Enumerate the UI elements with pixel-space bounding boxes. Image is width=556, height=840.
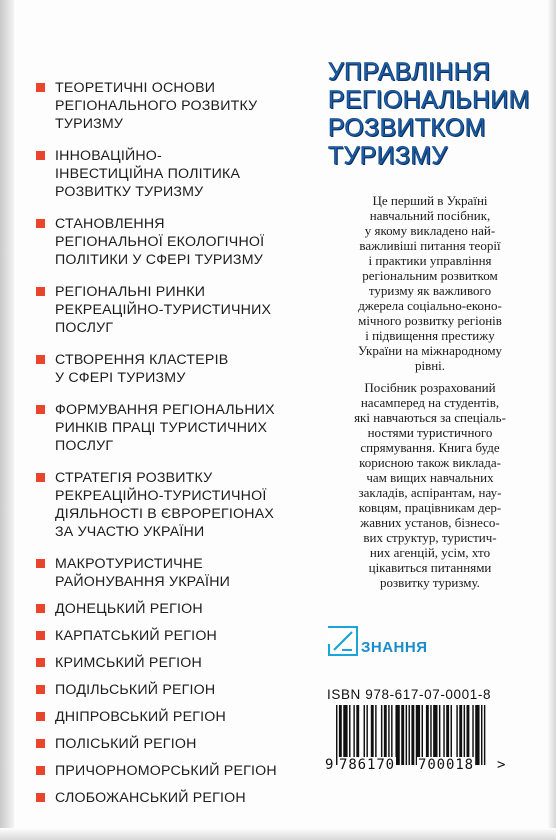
barcode-bar bbox=[426, 705, 429, 765]
barcode-digits-right: 700018 bbox=[418, 757, 474, 773]
barcode-bar bbox=[451, 705, 452, 765]
barcode-bar bbox=[371, 705, 374, 765]
square-bullet-icon bbox=[36, 151, 45, 160]
square-bullet-icon bbox=[36, 559, 45, 568]
topic-label: СЛОБОЖАНСЬКИЙ РЕГІОН bbox=[55, 790, 246, 806]
barcode-bar bbox=[484, 705, 485, 765]
square-bullet-icon bbox=[36, 287, 45, 296]
topic-item bbox=[36, 762, 298, 780]
topic-item bbox=[36, 681, 298, 699]
square-bullet-icon bbox=[36, 473, 45, 482]
topic-label: КАРПАТСЬКИЙ РЕГІОН bbox=[55, 628, 217, 644]
square-bullet-icon bbox=[36, 355, 45, 364]
topic-item bbox=[36, 654, 298, 672]
book-title: УПРАВЛІННЯ РЕГІОНАЛЬНИМ РОЗВИТКОМ ТУРИЗМУ bbox=[328, 58, 530, 170]
barcode-bar bbox=[339, 705, 342, 765]
topic-label: ПОДІЛЬСЬКИЙ РЕГІОН bbox=[55, 682, 216, 698]
barcode bbox=[324, 705, 544, 777]
barcode-bar bbox=[467, 705, 470, 765]
barcode-bar bbox=[349, 705, 350, 765]
barcode-arrow: > bbox=[497, 757, 507, 773]
topic-label: ДНІПРОВСЬКИЙ РЕГІОН bbox=[55, 709, 226, 725]
topic-item bbox=[36, 215, 298, 269]
barcode-bar bbox=[401, 705, 404, 765]
topic-item bbox=[36, 627, 298, 645]
topic-label: РЕГІОНАЛЬНІ РИНКИ РЕКРЕАЦІЙНО-ТУРИСТИЧНИХ ПОСЛУГ bbox=[55, 284, 272, 336]
square-bullet-icon bbox=[36, 793, 45, 802]
topic-label: ДОНЕЦЬКИЙ РЕГІОН bbox=[55, 601, 203, 617]
barcode-bar bbox=[433, 705, 437, 765]
description-paragraph-2: Посібник розрахований насамперед на студентів, які навчаються за спеціаль- ностями туристичного спрямування. Книга буде корисною також виклада- чам вищих навчальних закладів, аспірантам, нау- ковцям, працівникам дер- жавних установ, бізнесо- вих структур, туристич- них агенцій, усім, хто цікавиться питаннями розвитку туризму. bbox=[354, 380, 506, 590]
barcode-bar bbox=[343, 705, 347, 765]
square-bullet-icon bbox=[36, 739, 45, 748]
topic-label: ТЕОРЕТИЧНІ ОСНОВИ РЕГІОНАЛЬНОГО РОЗВИТКУ ТУРИЗМУ bbox=[55, 80, 258, 132]
topic-label: КРИМСЬКИЙ РЕГІОН bbox=[55, 655, 202, 671]
topic-label: ПОЛІСЬКИЙ РЕГІОН bbox=[55, 736, 197, 752]
barcode-bar bbox=[366, 705, 367, 765]
cover-edge-right bbox=[548, 0, 556, 840]
topic-item bbox=[36, 401, 298, 455]
barcode-digits-left: 786170 bbox=[339, 757, 395, 773]
topic-item bbox=[36, 469, 298, 541]
description-paragraph-1: Це перший в Україні навчальний посібник, у якому викладено най- важливіші питання теорії і практики управління регіональним розвитком туризму як важливого джерела соціально-еконо- мічного розвитку регіонів і підвищення престижу України на міжнародному рівні. bbox=[357, 193, 503, 373]
barcode-bar bbox=[430, 705, 431, 765]
square-bullet-icon bbox=[36, 219, 45, 228]
topic-label: ПРИЧОРНОМОРСЬКИЙ РЕГІОН bbox=[55, 763, 277, 779]
barcode-bar bbox=[406, 705, 407, 765]
publisher-mark-icon bbox=[328, 626, 358, 656]
barcode-bar bbox=[375, 705, 376, 765]
barcode-bar bbox=[456, 705, 457, 765]
topic-item bbox=[36, 351, 298, 387]
topic-item bbox=[36, 147, 298, 201]
topic-item bbox=[36, 735, 298, 753]
square-bullet-icon bbox=[36, 83, 45, 92]
barcode-bar bbox=[411, 705, 414, 765]
topic-label: МАКРОТУРИСТИЧНЕ РАЙОНУВАННЯ УКРАЇНИ bbox=[55, 556, 231, 590]
barcode-bar bbox=[481, 705, 482, 765]
barcode-bar bbox=[391, 705, 392, 765]
square-bullet-icon bbox=[36, 405, 45, 414]
barcode-bar bbox=[381, 705, 382, 765]
barcode-bar bbox=[364, 705, 365, 765]
topic-item bbox=[36, 79, 298, 133]
barcode-bar bbox=[443, 705, 444, 765]
barcode-bar bbox=[464, 705, 465, 765]
topic-item bbox=[36, 708, 298, 726]
barcode-bar bbox=[446, 705, 449, 765]
topic-item bbox=[36, 600, 298, 618]
topic-label: СТВОРЕННЯ КЛАСТЕРІВ У СФЕРІ ТУРИЗМУ bbox=[55, 352, 229, 386]
barcode-bar bbox=[388, 705, 389, 765]
topics-list bbox=[36, 79, 298, 816]
barcode-bar bbox=[356, 705, 359, 765]
barcode-bar bbox=[416, 705, 420, 765]
topic-label: СТАНОВЛЕННЯ РЕГІОНАЛЬНОЇ ЕКОЛОГІЧНОЇ ПОЛІТИКИ У СФЕРІ ТУРИЗМУ bbox=[55, 216, 265, 268]
publisher-logo bbox=[328, 625, 428, 657]
cover-edge-bottom bbox=[0, 828, 556, 840]
square-bullet-icon bbox=[36, 604, 45, 613]
topic-item bbox=[36, 555, 298, 591]
barcode-bar bbox=[409, 705, 410, 765]
square-bullet-icon bbox=[36, 766, 45, 775]
topic-label: ФОРМУВАННЯ РЕГІОНАЛЬНИХ РИНКІВ ПРАЦІ ТУРИСТИЧНИХ ПОСЛУГ bbox=[55, 402, 275, 454]
barcode-bar bbox=[353, 705, 354, 765]
topic-item bbox=[36, 283, 298, 337]
square-bullet-icon bbox=[36, 685, 45, 694]
barcode-digit-first: 9 bbox=[325, 757, 335, 773]
topic-label: СТРАТЕГІЯ РОЗВИТКУ РЕКРЕАЦІЙНО-ТУРИСТИЧНОЇ ДІЯЛЬНОСТІ В ЄВРОРЕГІОНАХ ЗА УЧАСТЮ УКРАЇНИ bbox=[55, 470, 275, 540]
barcode-bar bbox=[459, 705, 462, 765]
barcode-bar bbox=[422, 705, 423, 765]
barcode-bar bbox=[395, 705, 399, 765]
isbn-label: ISBN 978-617-07-0001-8 bbox=[327, 687, 492, 702]
square-bullet-icon bbox=[36, 631, 45, 640]
square-bullet-icon bbox=[36, 658, 45, 667]
topic-item bbox=[36, 789, 298, 807]
square-bullet-icon bbox=[36, 712, 45, 721]
topic-label: ІННОВАЦІЙНО- ІНВЕСТИЦІЙНА ПОЛІТИКА РОЗВИТКУ ТУРИЗМУ bbox=[55, 148, 241, 200]
barcode-bar bbox=[336, 705, 337, 765]
barcode-bar bbox=[384, 705, 387, 765]
cover-edge-left bbox=[0, 0, 14, 840]
barcode-bar bbox=[472, 705, 473, 765]
barcode-bar bbox=[439, 705, 440, 765]
publisher-name: ЗНАННЯ bbox=[361, 638, 428, 656]
barcode-bar bbox=[475, 705, 479, 765]
